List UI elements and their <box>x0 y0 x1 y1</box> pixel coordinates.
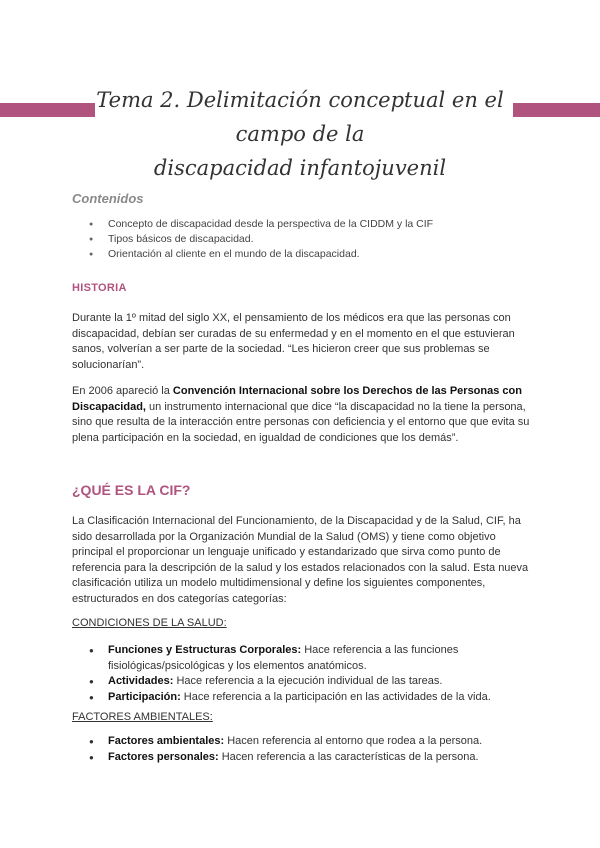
list-item: ● Tipos básicos de discapacidad. <box>72 232 433 247</box>
list-item: ● Orientación al cliente en el mundo de la discapacidad. <box>72 247 433 262</box>
page-title-line-1: Tema 2. Delimitación conceptual en el campo de la <box>96 88 504 146</box>
condiciones-list <box>72 643 532 705</box>
list-item <box>72 750 532 766</box>
list-item-desc: Hacen referencia al entorno que rodea a la persona. <box>224 735 483 747</box>
condiciones-heading: CONDICIONES DE LA SALUD: <box>72 617 227 629</box>
list-item-term: Participación: <box>108 690 181 703</box>
page-title-line-2: discapacidad infantojuvenil <box>153 156 447 180</box>
list-item-desc: Hace referencia a las funciones fisiológicas/psicológicas y los elementos anatómicos. <box>108 644 459 672</box>
list-item-term: Factores personales: <box>108 750 219 763</box>
factores-heading: FACTORES AMBIENTALES: <box>72 711 213 723</box>
historia-paragraph-2 <box>72 384 532 446</box>
list-item-term: Factores ambientales: <box>108 735 225 747</box>
cif-intro-paragraph: La Clasificación Internacional del Funcionamiento, de la Discapacidad y de la Salud, CIF, ha sido desarrollada por la Organización Mundial de la Salud (OMS) y tiene como objetivo principal el proporcionar un lenguaje unificado y estandarizado que sirva como punto de referencia para la descripción de la salud y los estados relacionados con la salud. Esta nueva clasificación utiliza un modelo multidimensional y define los siguientes componentes, estructurados en dos categorías categorías: <box>72 515 529 605</box>
historia-heading: HISTORIA <box>72 282 127 294</box>
historia-p2-intro: En 2006 apareció la <box>72 385 173 397</box>
list-item <box>72 734 532 750</box>
list-item <box>72 643 532 674</box>
list-item <box>72 690 532 706</box>
list-item-term: Actividades: <box>108 675 174 687</box>
historia-p2-rest: un instrumento internacional que dice “la discapacidad no la tiene la persona, sino que resulta de la interacción entre personas con deficiencia y el entorno que que evita su plena participación en la sociedad, en igualdad de condiciones que los demás”. <box>72 400 530 444</box>
list-item-desc: Hace referencia a la participación en las actividades de la vida. <box>180 690 491 703</box>
convencion-name: Convención Internacional sobre los Derechos de las Personas con Discapacidad, <box>72 385 522 413</box>
list-item-term: Funciones y Estructuras Corporales: <box>108 644 302 656</box>
factores-list <box>72 734 532 765</box>
page-title <box>60 83 540 185</box>
list-item: ● Concepto de discapacidad desde la perspectiva de la CIDDM y la CIF <box>72 217 433 232</box>
cif-heading: ¿QUÉ ES LA CIF? <box>72 482 191 498</box>
list-item-desc: Hace referencia a la ejecución individual de las tareas. <box>173 675 443 687</box>
contenidos-list <box>72 217 433 262</box>
list-item <box>72 674 532 690</box>
list-item-desc: Hacen referencia a las características de la persona. <box>218 750 479 763</box>
contenidos-heading: Contenidos <box>72 191 144 206</box>
historia-paragraph-1: Durante la 1º mitad del siglo XX, el pensamiento de los médicos era que las personas con discapacidad, debían ser curadas de su enfermedad y en el momento en el que estuvieran sanos, volverían a ser parte de la sociedad. “Les hicieron creer que sus problemas se solucionarían”. <box>72 312 515 371</box>
